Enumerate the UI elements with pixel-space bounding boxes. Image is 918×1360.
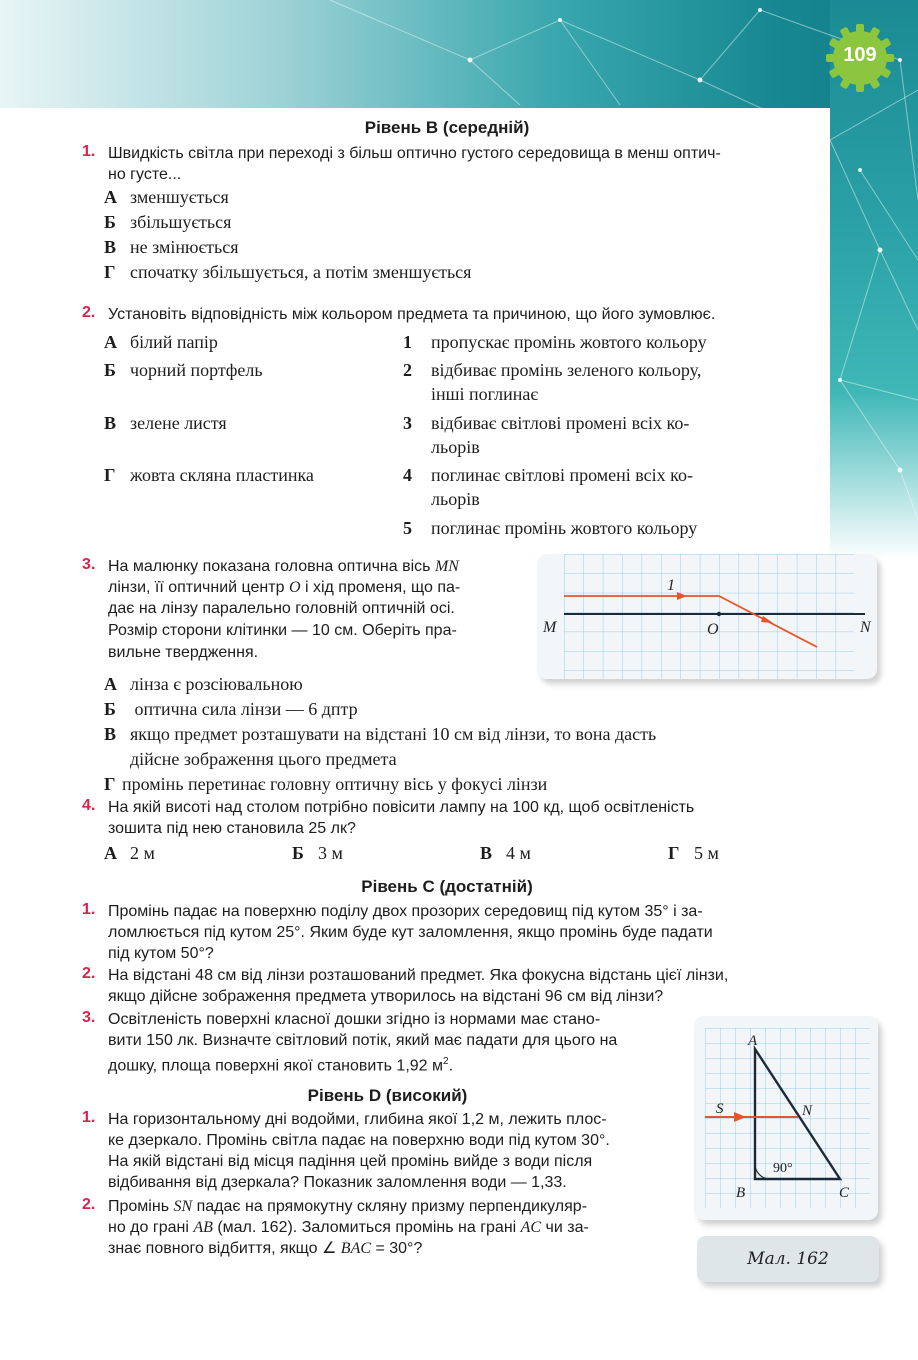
lens-diagram <box>537 554 877 679</box>
q3-option-c-line2: дійсне зображення цього предмета <box>130 749 397 769</box>
d-q2-number: 2. <box>82 1196 96 1213</box>
q3-line1: На малюнку показана головна оптична вісь MN <box>108 558 459 575</box>
axis-label-m: M <box>543 619 557 636</box>
q1-option-c[interactable]: В не змінюється <box>104 237 239 257</box>
d-q1-line2: ке дзеркало. Промінь світла падає на поверхню води під кутом 30°. <box>108 1132 610 1149</box>
d-q2-line3: знає повного відбиття, якщо ∠ BAC = 30°? <box>108 1240 423 1257</box>
q3-line3: дає на лінзу паралельно головній оптичній осі. <box>108 600 455 617</box>
q4-option-a[interactable]: А 2 м <box>104 843 155 863</box>
c-q1-line3: під кутом 50°? <box>108 945 214 962</box>
q4-option-b[interactable]: Б 3 м <box>292 843 343 863</box>
q2-left-a[interactable]: А білий папір <box>104 332 218 352</box>
d-q2-line1: Промінь SN падає на прямокутну скляну призму перпендикуляр- <box>108 1198 588 1215</box>
q4-number: 4. <box>82 797 96 814</box>
axis-label-n: N <box>860 619 871 636</box>
d-q1-line4: відбивання від дзеркала? Показник заломлення води — 1,33. <box>108 1174 567 1191</box>
vertex-a-label: A <box>748 1033 758 1049</box>
c-q3-line2: вити 150 лк. Визначте світловий потік, який має падати для цього на <box>108 1032 618 1049</box>
q4-option-d[interactable]: Г 5 м <box>668 843 719 863</box>
prism-diagram <box>694 1016 878 1220</box>
q1-option-d[interactable]: Г спочатку збільшується, а потім зменшується <box>104 262 472 282</box>
optical-center-dot <box>717 612 721 616</box>
level-c-title: Рівень С (достатній) <box>361 877 533 896</box>
q3-line5: вильне твердження. <box>108 644 259 661</box>
prism-figure <box>694 1016 878 1220</box>
q3-line4: Розмір сторони клітинки — 10 см. Оберіть пра- <box>108 622 457 639</box>
q4-line2: зошита під нею становила 25 лк? <box>108 820 356 837</box>
point-s-label: S <box>716 1101 724 1117</box>
q3-option-c[interactable]: В якщо предмет розташувати на відстані 10 см від лінзи, то вона дасть <box>104 724 657 744</box>
point-n-label: N <box>802 1103 813 1119</box>
vertex-c-label: C <box>839 1185 850 1201</box>
q3-option-a[interactable]: А лінза є розсіювальною <box>104 674 303 694</box>
c-q2-line1: На відстані 48 см від лінзи розташований предмет. Яка фокусна відстань цієї лінзи, <box>108 967 729 984</box>
q3-line2: лінзи, її оптичний центр O і хід променя, що па- <box>108 579 461 596</box>
d-q1-number: 1. <box>82 1109 96 1126</box>
c-q3-number: 3. <box>82 1009 96 1026</box>
q4-line1: На якій висоті над столом потрібно повісити лампу на 100 кд, щоб освітленість <box>108 799 695 816</box>
q1-line2: но густе... <box>108 166 182 183</box>
q3-number: 3. <box>82 556 96 573</box>
d-q2-line2: но до грані AB (мал. 162). Заломиться промінь на грані AC чи за- <box>108 1219 589 1236</box>
c-q1-line1: Промінь падає на поверхню поділу двох прозорих середовищ під кутом 35° і за- <box>108 903 703 920</box>
q2-number: 2. <box>82 304 96 321</box>
c-q2-number: 2. <box>82 965 96 982</box>
vertex-b-label: B <box>736 1185 746 1201</box>
q1-option-b[interactable]: Б збільшується <box>104 212 232 232</box>
level-b-title: Рівень В (середній) <box>364 118 530 137</box>
q1-option-a[interactable]: А зменшується <box>104 187 229 207</box>
angle-label: 90° <box>773 1161 793 1176</box>
q4-option-c[interactable]: В 4 м <box>480 843 531 863</box>
c-q3-line1: Освітленість поверхні класної дошки згідно із нормами має стано- <box>108 1011 601 1028</box>
center-label-o: O <box>707 621 719 638</box>
q3-option-b[interactable]: Б оптична сила лінзи — 6 дптр <box>104 699 358 719</box>
ray-label: 1 <box>667 577 675 594</box>
q3-option-d[interactable]: Г промінь перетинає головну оптичну вісь у фокусі лінзи <box>104 774 548 794</box>
q2-left-b[interactable]: Б чорний портфель <box>104 360 263 380</box>
q2-left-d[interactable]: Г жовта скляна пластинка <box>104 465 314 485</box>
d-q1-line3: На якій відстані від місця падіння цей промінь вийде з води після <box>108 1153 593 1170</box>
c-q1-line2: ломлюється під кутом 25°. Яким буде кут заломлення, якщо промінь буде падати <box>108 924 713 941</box>
page-number: 109 <box>843 44 877 66</box>
q1-line1: Швидкість світла при переході з більш оптично густого середовища в менш оптич- <box>108 145 721 162</box>
level-d-title: Рівень D (високий) <box>307 1086 468 1105</box>
d-q1-line1: На горизонтальному дні водойми, глибина якої 1,2 м, лежить плос- <box>108 1111 607 1128</box>
c-q1-number: 1. <box>82 901 96 918</box>
header-band <box>0 0 918 108</box>
c-q3-line3: дошку, площа поверхні якої становить 1,92 $м^2$. <box>108 1056 454 1075</box>
figure-caption: Мал. 162 <box>697 1236 879 1282</box>
lens-figure <box>537 554 877 679</box>
c-q2-line2: якщо дійсне зображення предмета утворилось на відстані 96 см від лінзи? <box>108 988 664 1005</box>
q2-text: Установіть відповідність між кольором предмета та причиною, що його зумовлює. <box>108 306 716 323</box>
q1-number: 1. <box>82 143 96 160</box>
q2-left-c[interactable]: В зелене листя <box>104 413 227 433</box>
